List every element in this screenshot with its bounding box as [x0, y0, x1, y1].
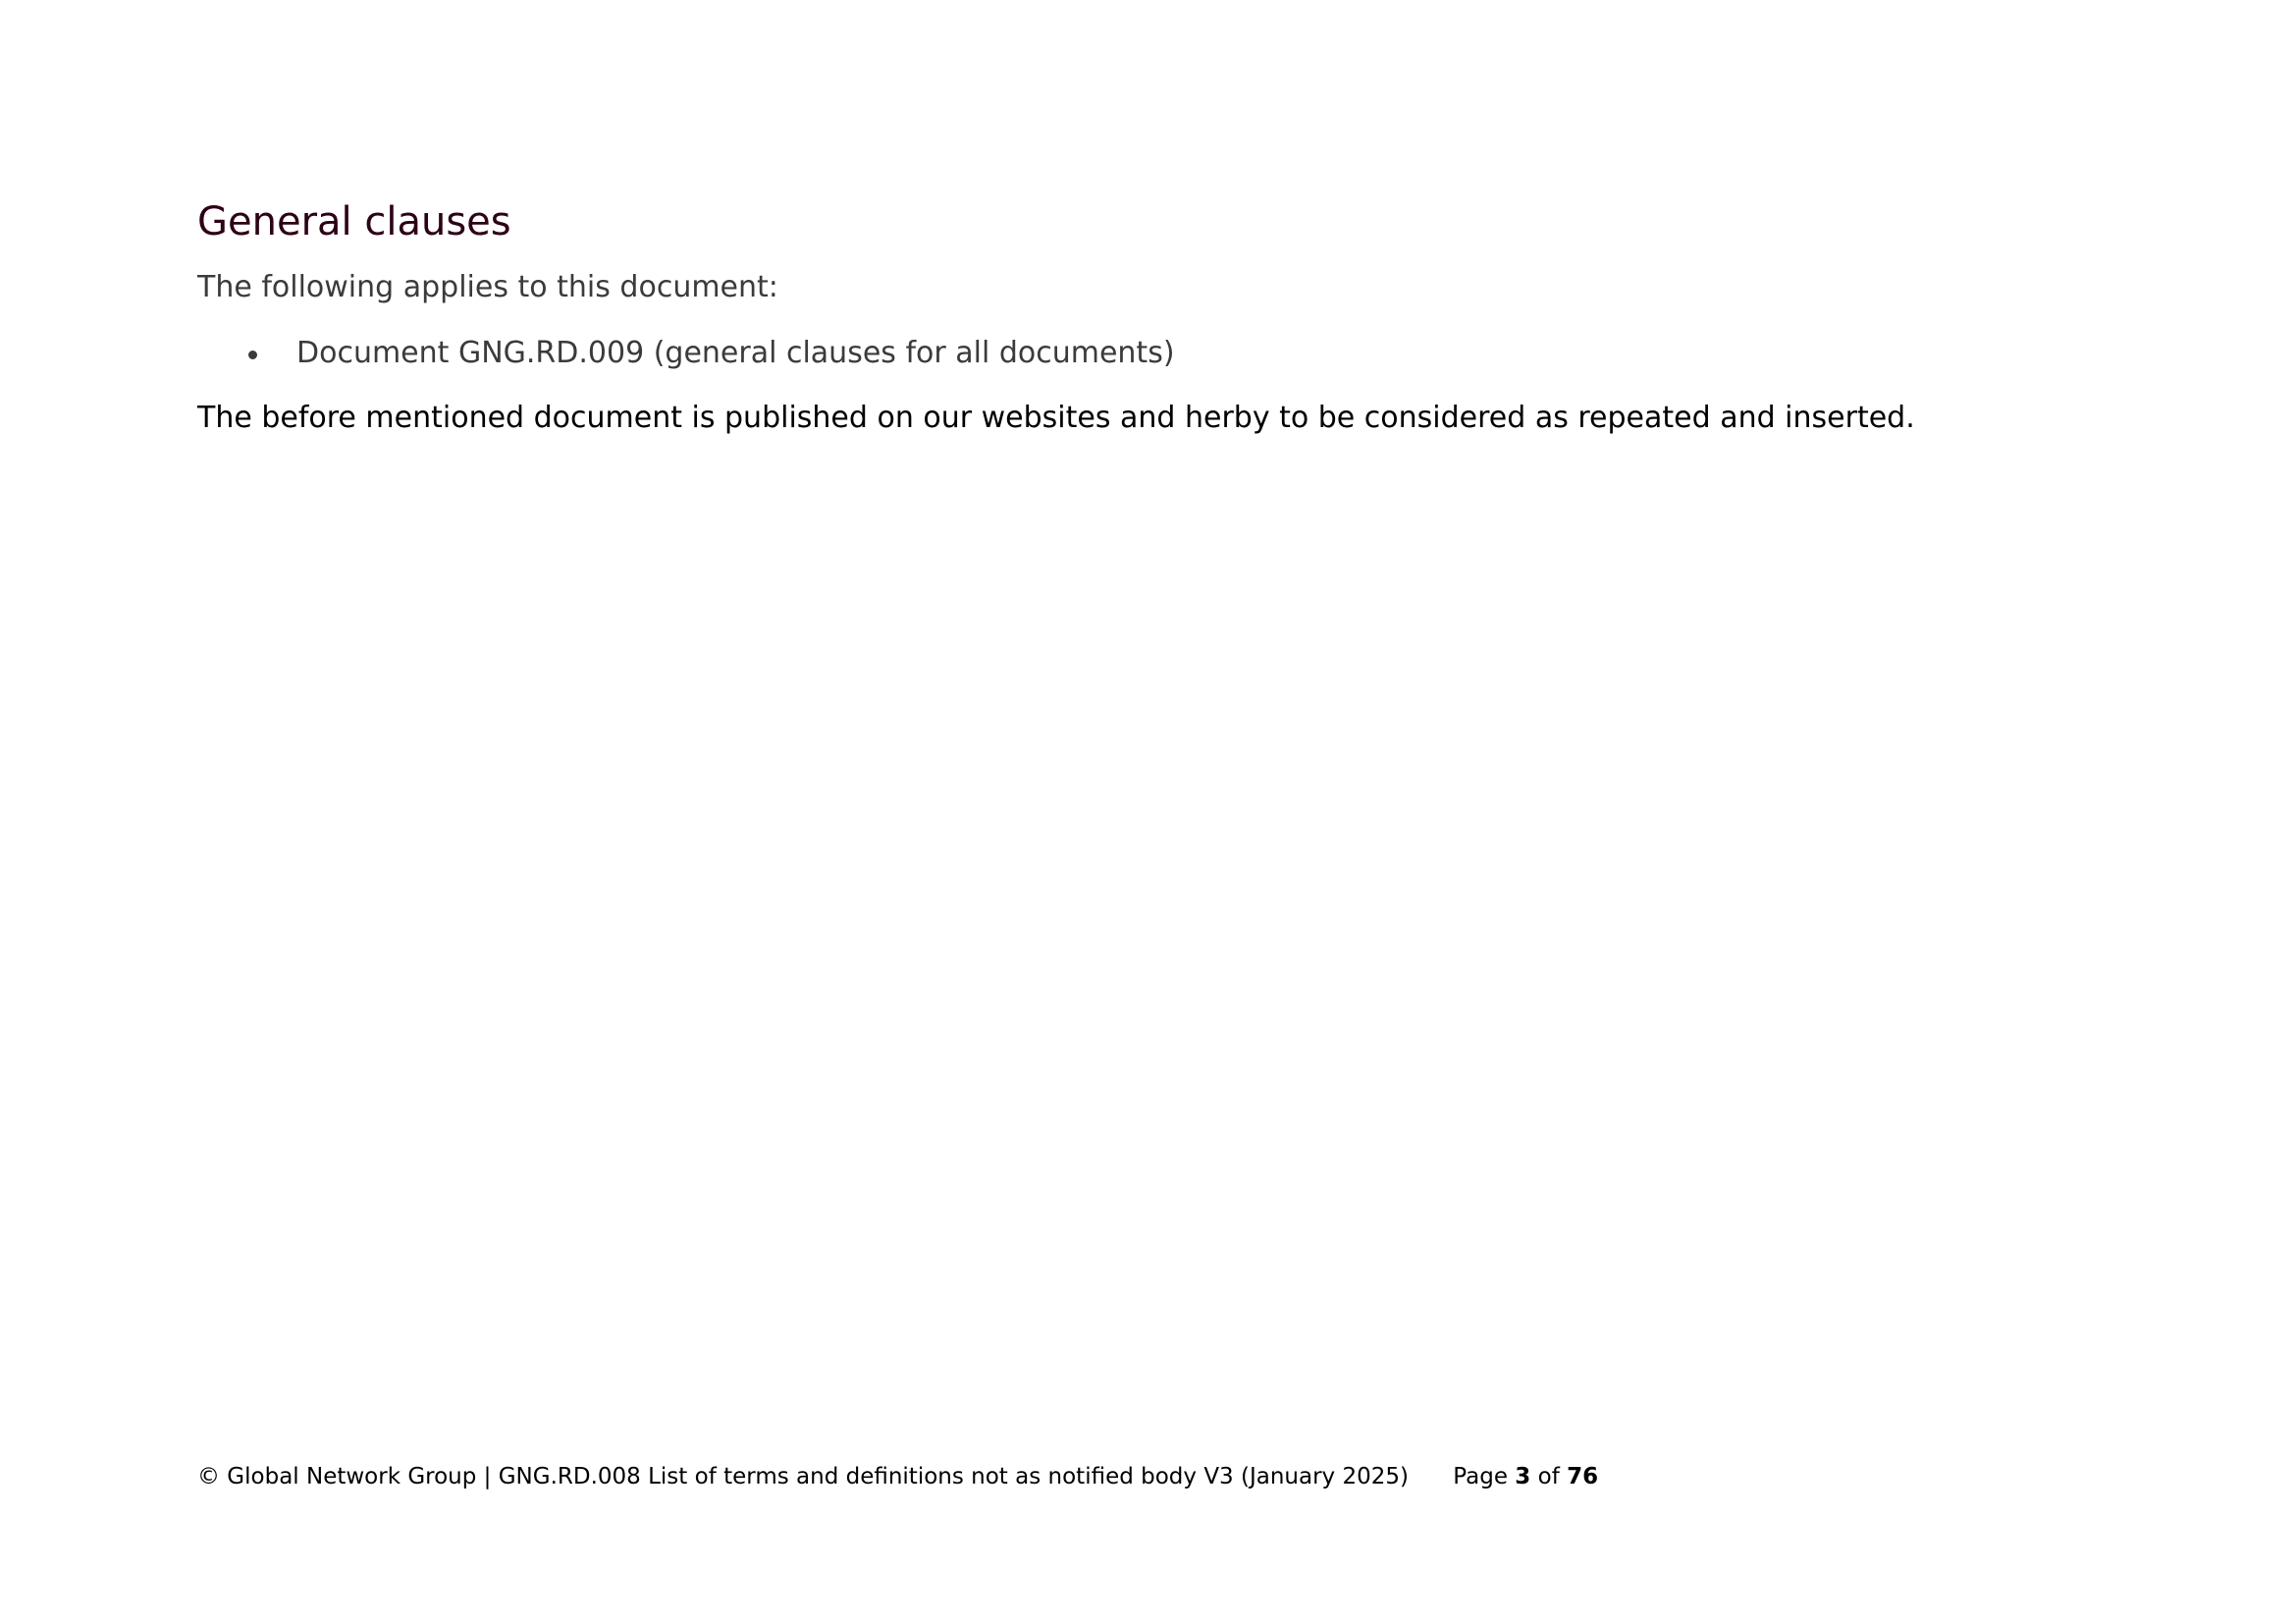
footer-copyright: © Global Network Group | GNG.RD.008 List of terms and definitions not as notified body V3 (January 2025) — [197, 1464, 1409, 1489]
page-label: Page — [1453, 1464, 1508, 1489]
section-heading: General clauses — [197, 199, 511, 244]
of-label: of — [1537, 1464, 1560, 1489]
page-total: 76 — [1567, 1464, 1599, 1489]
bullet-icon — [248, 351, 257, 359]
list-item — [197, 331, 1175, 376]
page-footer — [197, 1460, 1598, 1493]
statement-text: The before mentioned document is published on our websites and herby to be considered as repeated and inserted. — [197, 401, 1915, 435]
page-current: 3 — [1515, 1464, 1531, 1489]
intro-text: The following applies to this document: — [197, 270, 778, 304]
page-number — [1453, 1460, 1598, 1493]
referenced-documents-list — [197, 331, 1175, 376]
list-item-text: Document GNG.RD.009 (general clauses for all documents) — [296, 336, 1175, 370]
